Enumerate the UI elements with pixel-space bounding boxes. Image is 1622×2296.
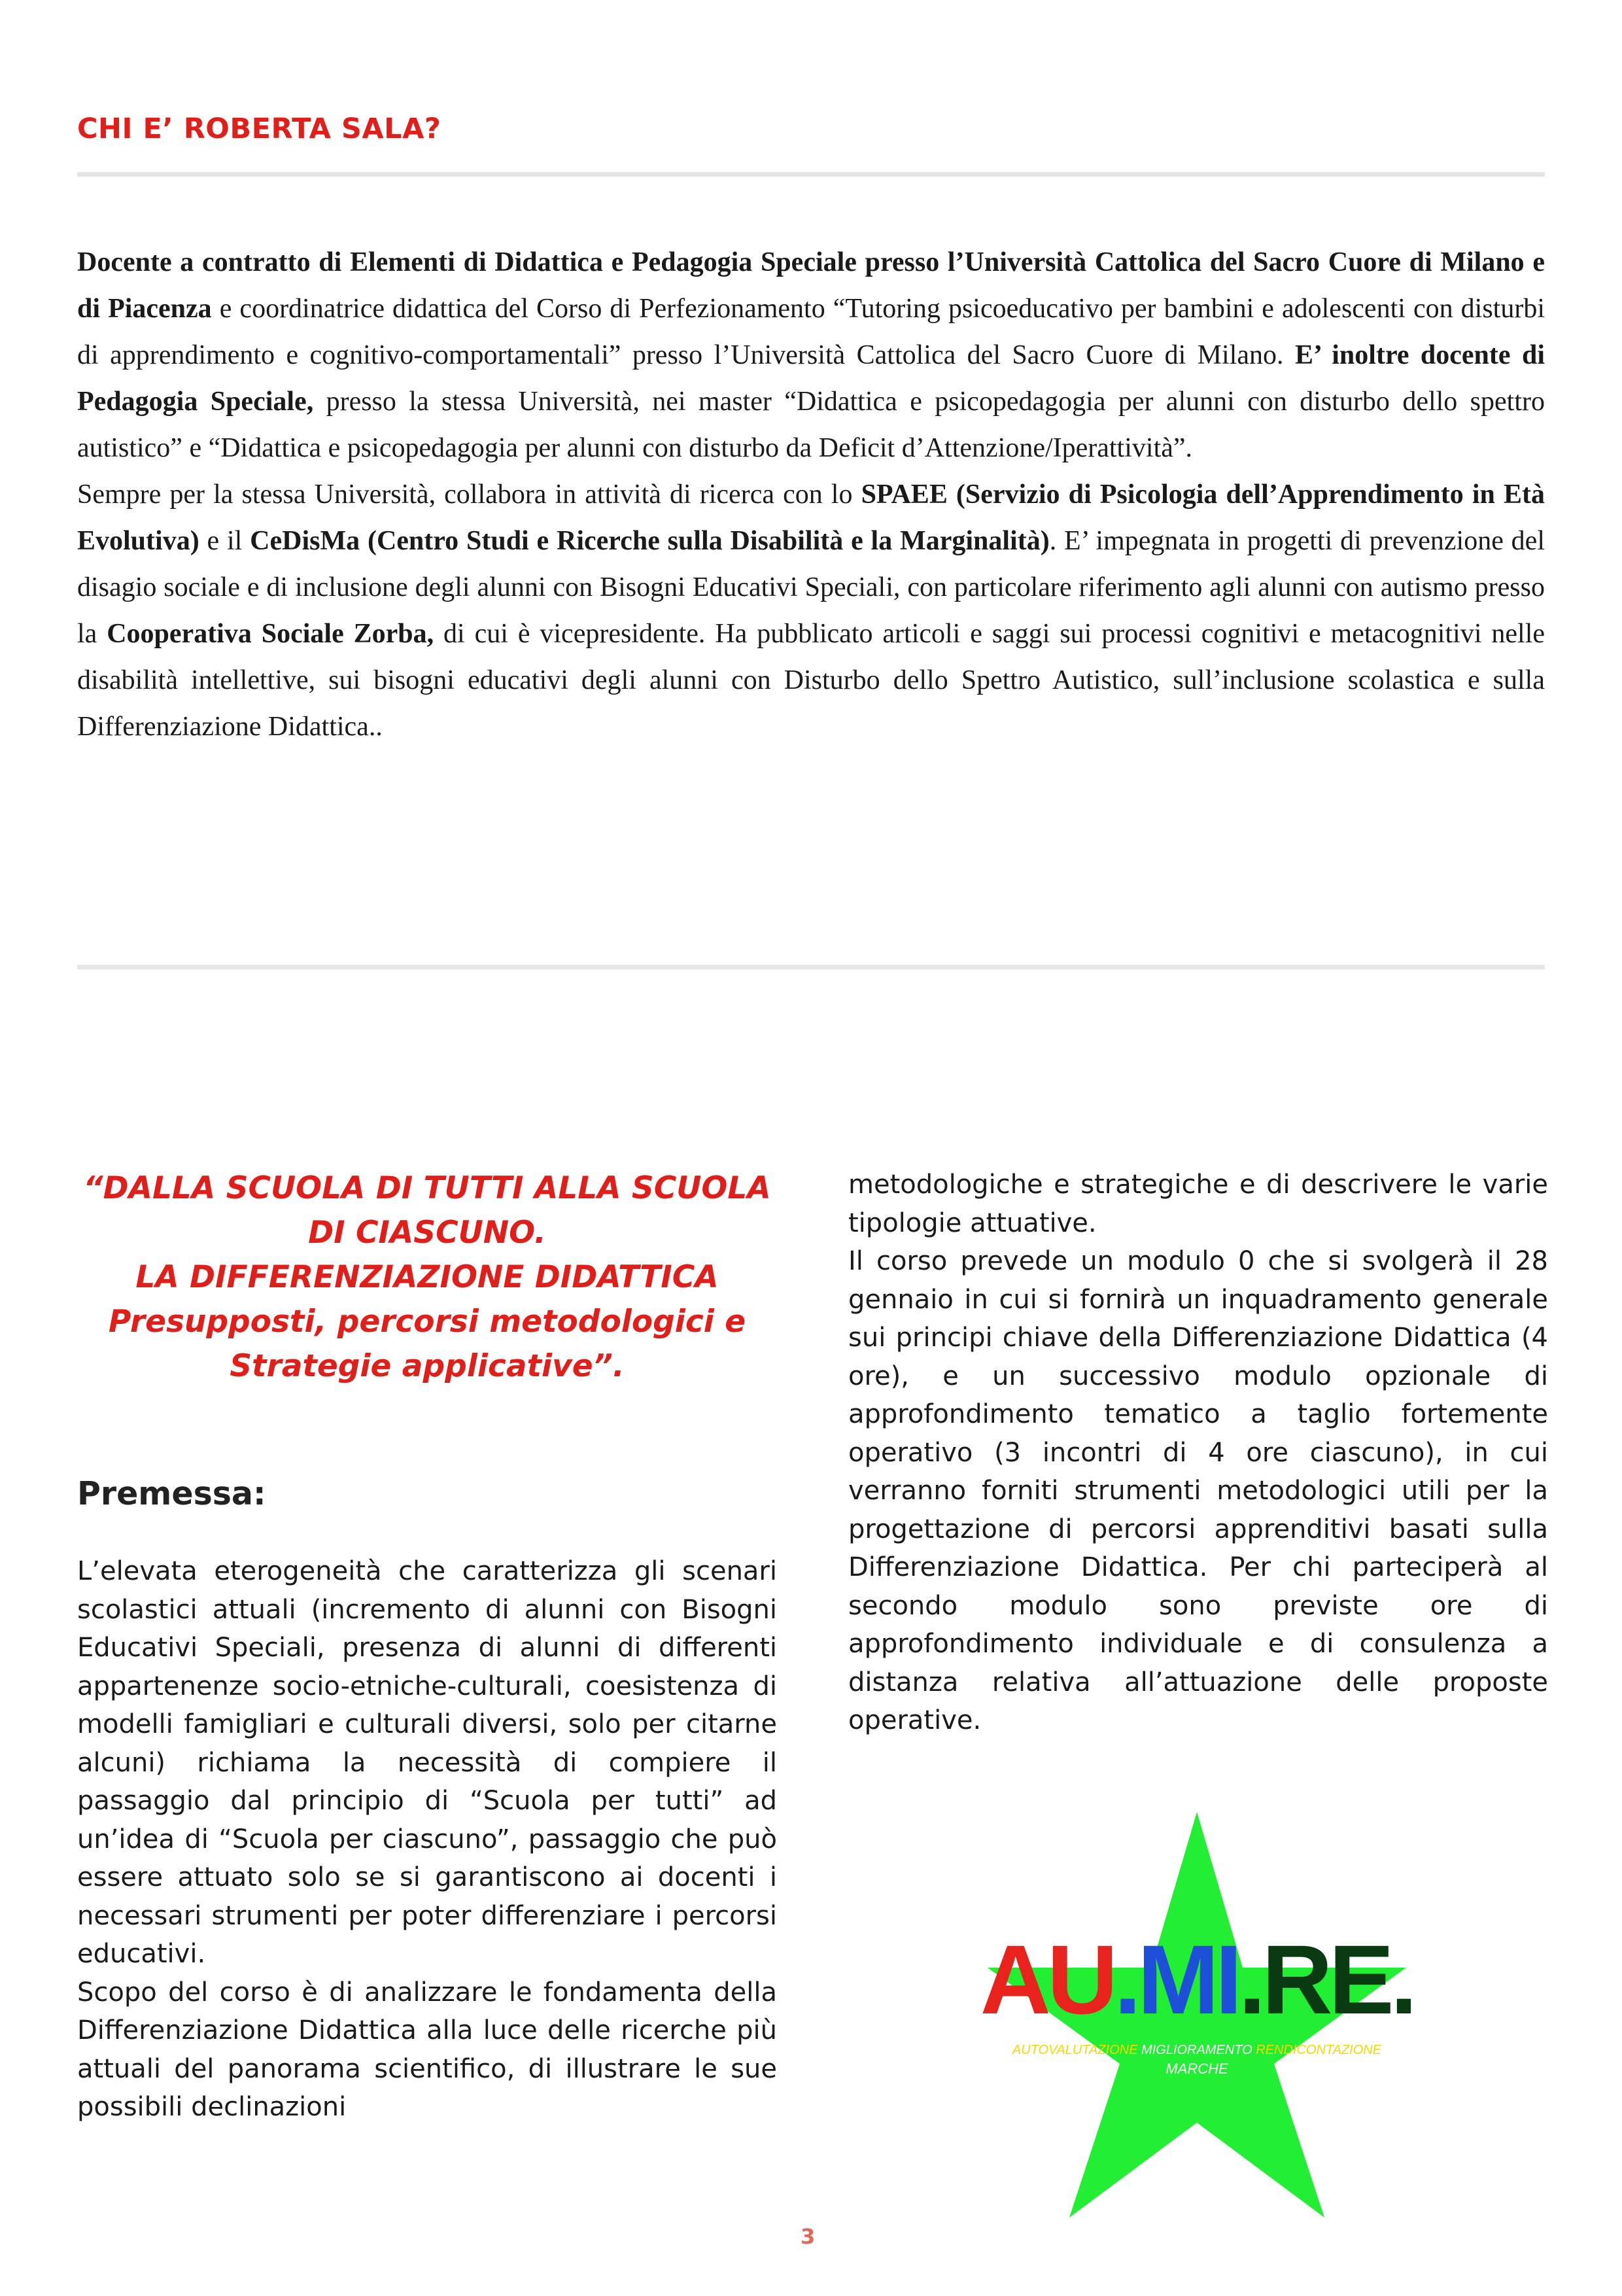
logo-part-mi: .MI — [1114, 1924, 1239, 2034]
bio-text: di cui è vicepresidente. Ha pubblicato articoli e saggi sui processi cognitivi e metacognitivi nelle disabilità intellettive, sui bisogni educativi degli alunni con Disturbo dello Spettro Autistico, sull’inclusione scolastica e sulla Differenziazione Didattica.. — [77, 619, 1545, 742]
course-title-line: DI CIASCUNO. — [308, 1215, 546, 1251]
right-paragraph-1: metodologiche e strategiche e di descrivere le varie tipologie attuative. — [848, 1170, 1548, 1238]
bio-text: . E’ impegnata in progetti di prevenzione del disagio sociale e di inclusione degli alunni con Bisogni Educativi Speciali, con particolare riferimento agli alunni con autismo presso la — [77, 526, 1545, 649]
course-title-line: “DALLA SCUOLA DI TUTTI ALLA SCUOLA — [83, 1170, 771, 1206]
right-column — [848, 1166, 1548, 1740]
logo-region: MARCHE — [1165, 2061, 1228, 2077]
bio-bold-text: E’ inoltre docente di Pedagogia Speciale, — [77, 340, 1545, 417]
bio-section — [77, 239, 1545, 750]
left-paragraph-2: Scopo del corso è di analizzare le fondamenta della Differenziazione Didattica alla luce delle ricerche più attuali del panorama scientifico, di illustrare le sue possibili declinazioni — [77, 1977, 777, 2122]
bio-bold-text: Cooperativa Sociale Zorba, — [107, 619, 434, 649]
bio-text: presso la stessa Università, nei master “Didattica e psicopedagogia per alunni con disturbo dello spettro autistico” e “Didattica e psicopedagogia per alunni con disturbo da Deficit d’Attenzione/Iperattività”. — [77, 387, 1545, 463]
bio-paragraph-2 — [77, 472, 1545, 750]
logo-wordmark — [980, 1924, 1414, 2034]
bio-text: e il — [199, 526, 250, 556]
bio-bold-text: SPAEE (Servizio di Psicologia dell’Apprendimento in Età Evolutiva) — [77, 479, 1545, 556]
logo-tagline: AUTOVALUTAZIONE MIGLIORAMENTO RENDICONTAZIONE — [1012, 2043, 1382, 2057]
bio-bold-text: Docente a contratto di Elementi di Didattica e Pedagogia Speciale presso l’Università Cattolica del Sacro Cuore di Milano e di Piacenza — [77, 247, 1545, 324]
course-subtitle-line: Presupposti, percorsi metodologici e — [108, 1304, 746, 1340]
bio-text: e coordinatrice didattica del Corso di Perfezionamento “Tutoring psicoeducativo per bambini e adolescenti con disturbi di apprendimento e cognitivo-comportamentali” presso l’Università Cattolica del Sacro Cuore di Milano. — [77, 294, 1545, 370]
course-title — [77, 1166, 777, 1389]
premessa-heading: Premessa: — [77, 1475, 266, 1512]
page-number: 3 — [801, 2224, 816, 2249]
page-heading: CHI E’ ROBERTA SALA? — [77, 113, 441, 145]
bio-text: Sempre per la stessa Università, collabora in attività di ricerca con lo — [77, 479, 861, 510]
logo-part-au: AU — [980, 1924, 1114, 2034]
left-paragraph-1: L’elevata eterogeneità che caratterizza gli scenari scolastici attuali (incremento di alunni con Bisogni Educativi Speciali, presenza di alunni di differenti appartenenze socio-etniche-culturali, coesistenza di modelli famigliari e culturali diversi, solo per citarne alcuni) richiama la necessità di compiere il passaggio dal principio di “Scuola per tutti” ad un’idea di “Scuola per ciascuno”, passaggio che può essere attuato solo se si garantiscono ai docenti i necessari strumenti per poter differenziare i percorsi educativi. — [77, 1556, 777, 1969]
aumire-logo — [955, 1812, 1439, 2296]
bio-bold-text: CeDisMa (Centro Studi e Ricerche sulla Disabilità e la Marginalità) — [250, 526, 1050, 556]
left-column — [77, 1552, 777, 2127]
course-title-line: LA DIFFERENZIAZIONE DIDATTICA — [135, 1259, 719, 1295]
top-divider — [77, 172, 1545, 177]
middle-divider — [77, 965, 1545, 969]
right-paragraph-2: Il corso prevede un modulo 0 che si svolgerà il 28 gennaio in cui si fornirà un inquadramento generale sui principi chiave della Differenziazione Didattica (4 ore), e un successivo modulo opzionale di approfondimento tematico a taglio fortemente operativo (3 incontri di 4 ore ciascuno), in cui verranno forniti strumenti metodologici utili per la progettazione di percorsi apprenditivi basati sulla Differenziazione Didattica. Per chi parteciperà al secondo modulo sono previste ore di approfondimento individuale e di consulenza a distanza relativa all’attuazione delle proposte operative. — [848, 1246, 1548, 1735]
logo-part-re: .RE. — [1238, 1924, 1414, 2034]
course-subtitle-line: Strategie applicative”. — [230, 1348, 625, 1384]
bio-paragraph-1 — [77, 239, 1545, 472]
